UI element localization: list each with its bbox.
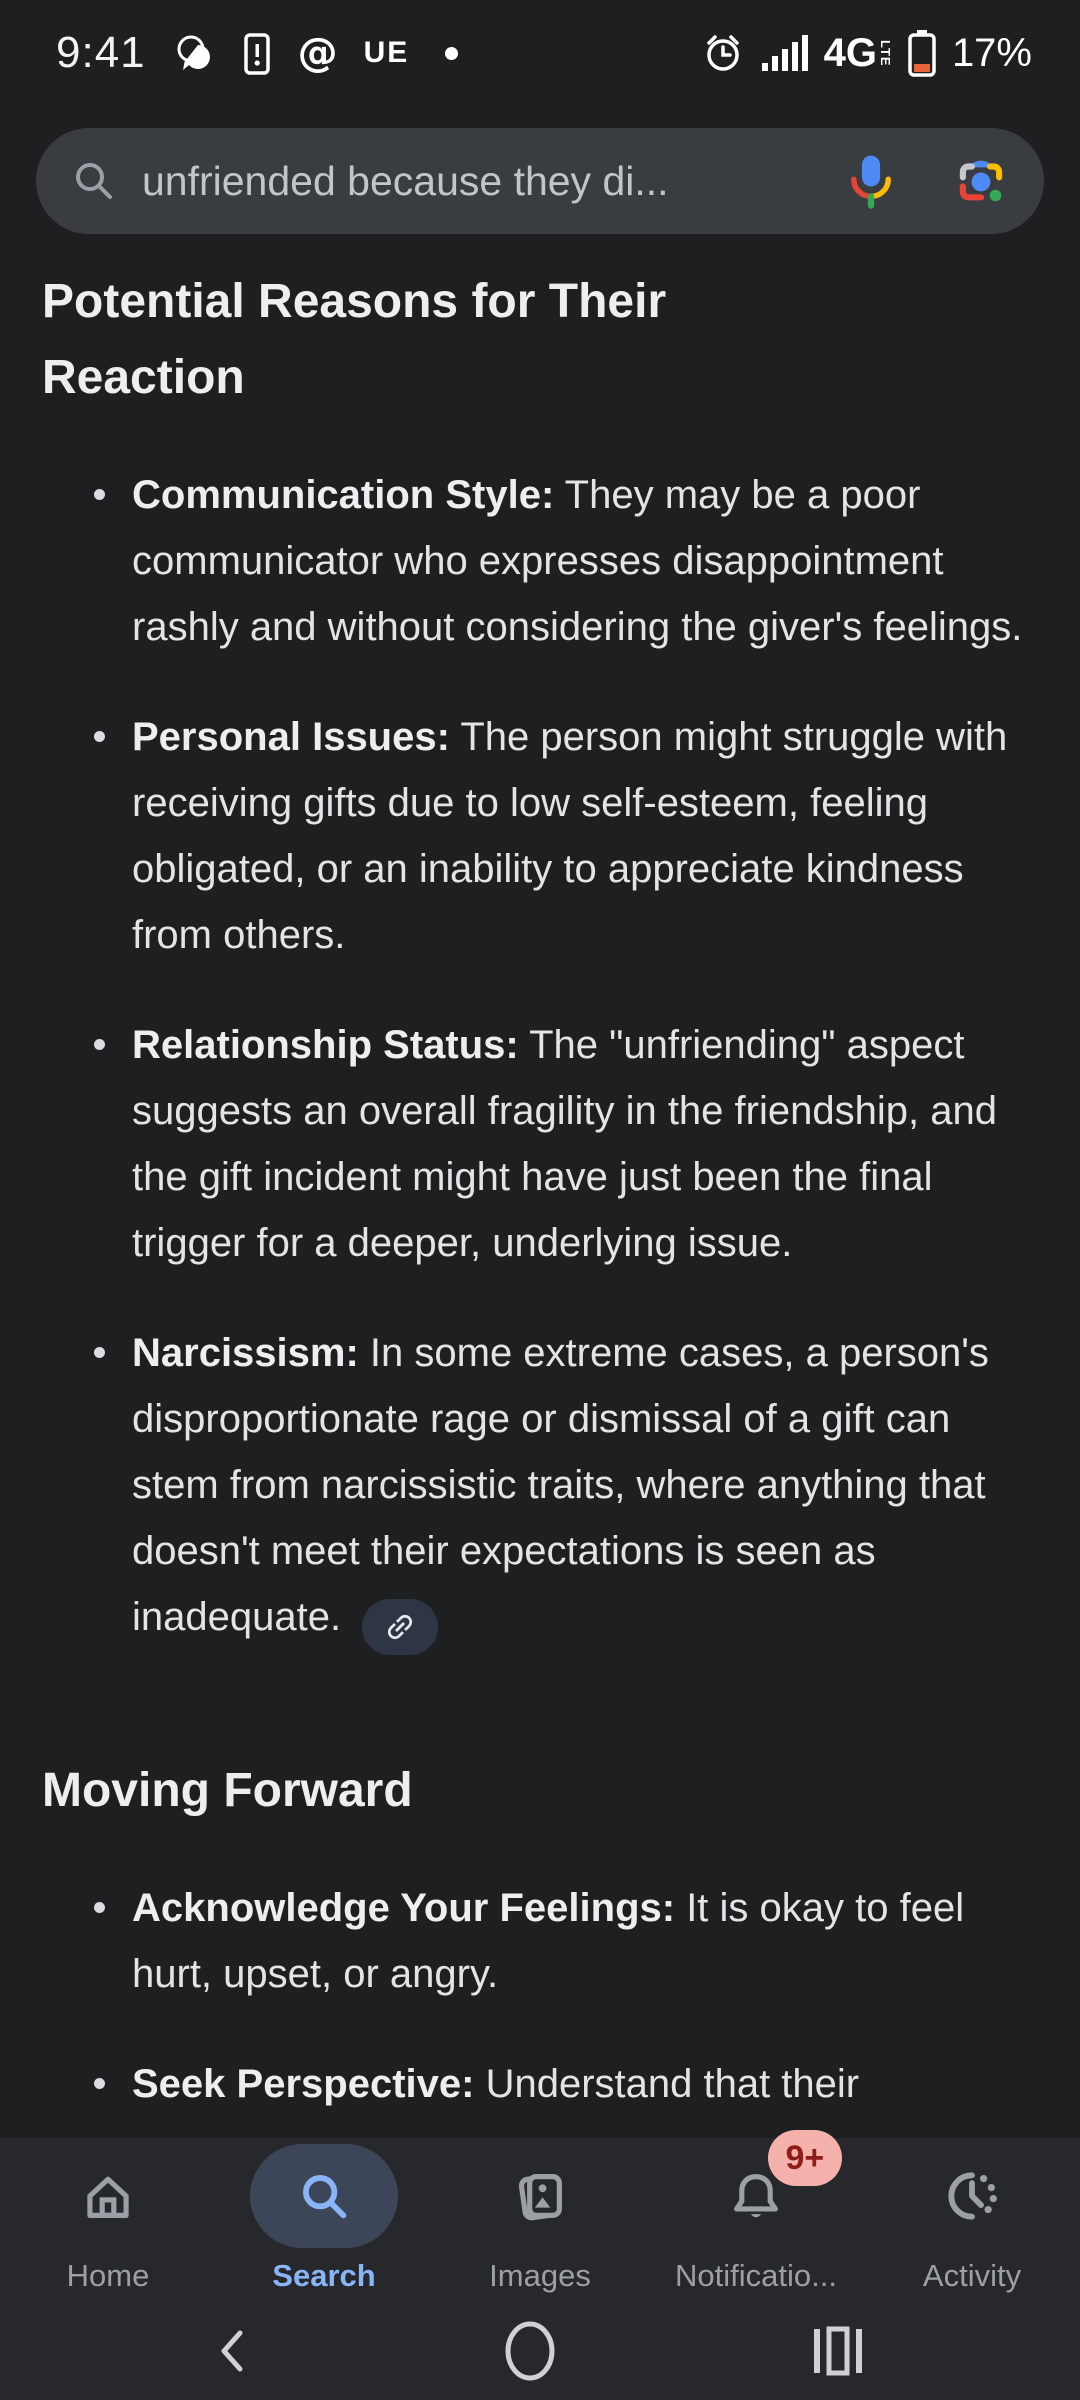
notification-dot-icon <box>445 47 458 60</box>
bullet-text: The person might struggle with receiving gifts due to low self-esteem, feeling obligated, or an inability to appreciate kindness from others. <box>132 715 1008 957</box>
network-type-indicator <box>824 31 892 76</box>
recents-icon <box>806 2323 870 2379</box>
home-circle-icon <box>502 2319 558 2383</box>
bullet-text: They may be a poor communicator who expresses disappointment rashly and without considering the giver's feelings. <box>132 473 1023 649</box>
tab-notifications-label: Notificatio... <box>675 2258 837 2293</box>
active-tab-pill <box>250 2144 398 2248</box>
tab-home-label: Home <box>66 2258 150 2293</box>
section-title-moving-forward: Moving Forward <box>42 1764 413 1817</box>
recents-button[interactable] <box>806 2323 870 2379</box>
back-chevron-icon <box>210 2323 254 2379</box>
clock-time: 9:41 <box>56 28 146 77</box>
status-ue-label: UE <box>363 36 410 69</box>
activity-clock-icon <box>941 2165 1003 2227</box>
voice-search-mic-icon[interactable] <box>842 152 900 210</box>
bottom-navigation <box>0 2138 1080 2400</box>
system-navigation-bar <box>0 2302 1080 2400</box>
bullet-lead: Personal Issues: <box>132 715 450 759</box>
search-bar[interactable] <box>36 128 1044 234</box>
tab-activity-label: Activity <box>922 2258 1022 2293</box>
bullet-lead: Narcissism: <box>132 1331 359 1375</box>
network-lte-label: LTE <box>877 39 893 67</box>
tab-search[interactable] <box>216 2144 432 2302</box>
link-icon <box>376 1603 424 1651</box>
home-button[interactable] <box>502 2319 558 2383</box>
bullet-text: The "unfriending" aspect suggests an overall fragility in the friendship, and the gift incident might have just been the final trigger for a deeper, underlying issue. <box>132 1023 997 1265</box>
list-item-communication-style <box>42 462 1038 660</box>
source-link-chip[interactable] <box>362 1599 438 1655</box>
battery-percent-label: 17% <box>951 30 1032 75</box>
tab-images[interactable] <box>432 2144 648 2302</box>
bullet-lead: Communication Style: <box>132 473 555 517</box>
search-result-content <box>0 250 1080 2161</box>
tab-activity[interactable] <box>864 2144 1080 2302</box>
bullet-lead: Seek Perspective: <box>132 2062 475 2106</box>
network-4g-label: 4G <box>823 30 877 75</box>
images-icon <box>509 2165 571 2227</box>
home-icon <box>77 2165 139 2227</box>
list-item-narcissism <box>42 1320 1038 1655</box>
list-item-personal-issues <box>42 704 1038 968</box>
signal-strength-icon <box>760 31 810 75</box>
battery-alert-icon <box>242 29 272 77</box>
bullet-text: It is okay to feel hurt, upset, or angry. <box>132 1886 965 1996</box>
tab-search-label: Search <box>272 2258 376 2293</box>
battery-level-icon <box>906 28 938 78</box>
bullet-lead: Relationship Status: <box>132 1023 519 1067</box>
alarm-clock-icon <box>700 30 746 76</box>
section-title-reasons: Potential Reasons for Their Reaction <box>42 275 667 404</box>
list-item-acknowledge-feelings <box>42 1875 1038 2007</box>
tab-home[interactable] <box>0 2144 216 2302</box>
threads-app-icon: @ <box>297 30 338 76</box>
messages-notification-icon <box>172 31 216 75</box>
status-bar <box>0 0 1080 92</box>
search-icon <box>70 157 118 205</box>
bullet-text: Understand that their <box>474 2062 860 2106</box>
list-item-relationship-status <box>42 1012 1038 1276</box>
google-lens-icon[interactable] <box>952 152 1010 210</box>
tab-notifications[interactable] <box>648 2138 864 2302</box>
back-button[interactable] <box>210 2323 254 2379</box>
search-query-text[interactable]: unfriended because they di... <box>142 157 669 204</box>
notifications-badge: 9+ <box>768 2130 842 2186</box>
bullet-lead: Acknowledge Your Feelings: <box>132 1886 676 1930</box>
tab-images-label: Images <box>489 2258 591 2293</box>
search-tab-icon <box>293 2165 355 2227</box>
bullet-text: In some extreme cases, a person's disproportionate rage or dismissal of a gift can stem from narcissistic traits, where anything that doesn't meet their expectations is seen as inadequate. <box>132 1331 989 1639</box>
list-item-seek-perspective <box>42 2051 1038 2117</box>
